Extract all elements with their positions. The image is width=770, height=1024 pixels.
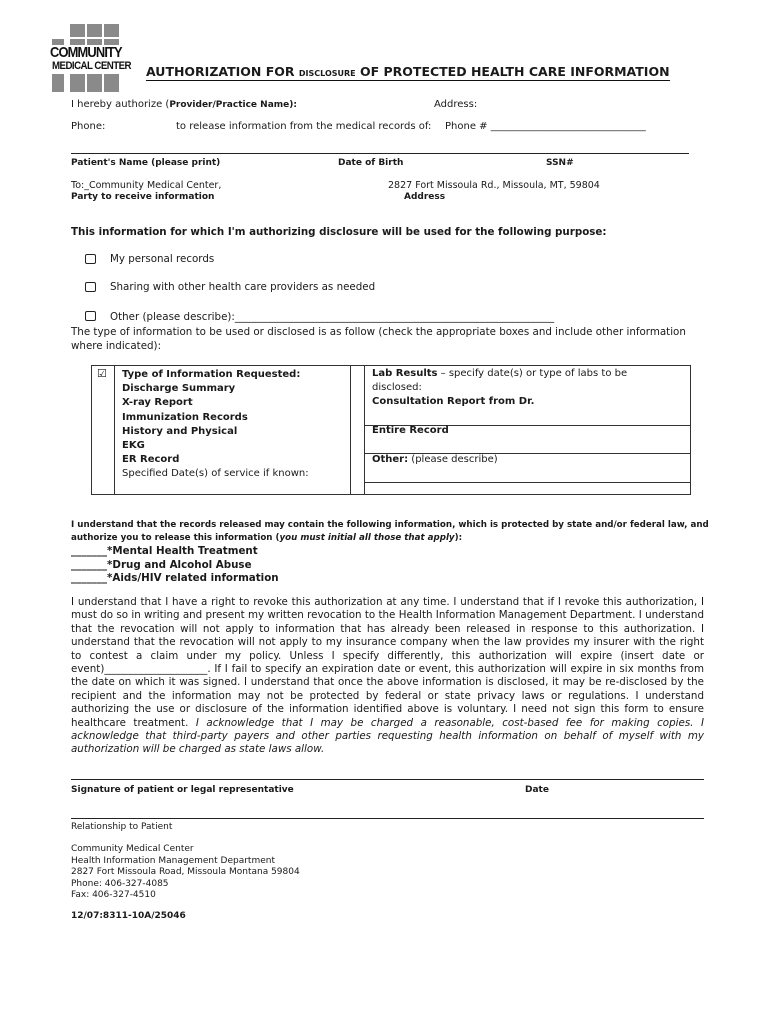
title-part-2: OF PROTECTED HEALTH CARE INFORMATION bbox=[359, 64, 670, 79]
information-type-table bbox=[91, 365, 691, 495]
understand-line-2 bbox=[71, 533, 462, 543]
info-type-heading: Type of Information Requested: bbox=[122, 369, 301, 380]
footer-fax: Fax: 406-327-4510 bbox=[71, 890, 156, 901]
info-type-list bbox=[122, 368, 309, 482]
form-title bbox=[146, 64, 670, 79]
info-type-xray[interactable]: X-ray Report bbox=[122, 397, 193, 409]
type-intro-line-2: where indicated): bbox=[71, 340, 162, 352]
release-text: to release information from the medical records of: bbox=[176, 121, 432, 132]
footer-org: Community Medical Center bbox=[71, 844, 194, 854]
initial-aids-hiv[interactable]: _______*Aids/HIV related information bbox=[71, 572, 279, 585]
other-desc: (please describe) bbox=[408, 454, 498, 465]
info-type-ekg[interactable]: EKG bbox=[122, 440, 145, 452]
footer-phone: Phone: 406-327-4085 bbox=[71, 878, 169, 889]
initial-items bbox=[71, 545, 279, 586]
phone-number-field[interactable]: Phone # _______________________________ bbox=[445, 121, 646, 132]
info-type-discharge[interactable]: Discharge Summary bbox=[122, 383, 236, 395]
lab-results-label: Lab Results bbox=[372, 368, 438, 379]
checked-box-icon[interactable]: ☑ bbox=[97, 367, 107, 380]
lab-results-line-2: disclosed: bbox=[372, 382, 422, 393]
address-caption: Address bbox=[404, 192, 446, 202]
entire-record-cell[interactable]: Entire Record bbox=[372, 425, 449, 436]
recipient-address: 2827 Fort Missoula Rd., Missoula, MT, 59804 bbox=[388, 180, 600, 191]
purpose-option-personal: My personal records bbox=[110, 253, 215, 265]
purpose-option-sharing: Sharing with other health care providers as needed bbox=[110, 281, 376, 293]
other-label: Other: bbox=[372, 454, 409, 465]
phone-label: Phone: bbox=[71, 121, 106, 132]
info-type-er[interactable]: ER Record bbox=[122, 454, 180, 466]
purpose-option-other[interactable]: Other (please describe):______________________________________________________________ bbox=[110, 311, 555, 323]
consultation-report-cell[interactable]: Consultation Report from Dr. bbox=[372, 396, 535, 407]
fee-acknowledgement: I acknowledge that I may be charged a reasonable, cost-based fee for making copies. I acknowledge that third-party payers and other parties requesting health information on behalf of myself with my authorization will be charged as state laws allow. bbox=[71, 716, 704, 756]
logo-word-community: COMMUNITY bbox=[50, 44, 122, 61]
recipient-to-line: To:_Community Medical Center, bbox=[71, 180, 222, 191]
community-medical-center-logo bbox=[52, 24, 138, 94]
title-small-word: DISCLOSURE bbox=[298, 69, 356, 78]
title-part-1: AUTHORIZATION FOR bbox=[146, 64, 295, 79]
purpose-checkbox-sharing[interactable] bbox=[85, 282, 96, 292]
patient-name-label: Patient's Name (please print) bbox=[71, 158, 221, 168]
understand-line-2b: ): bbox=[454, 533, 463, 543]
initial-mental-health[interactable]: _______*Mental Health Treatment bbox=[71, 545, 258, 557]
ssn-label: SSN# bbox=[546, 158, 574, 168]
info-type-dates[interactable]: Specified Date(s) of service if known: bbox=[122, 468, 309, 480]
date-label: Date bbox=[525, 785, 549, 795]
purpose-checkbox-personal[interactable] bbox=[85, 254, 96, 264]
authorize-label: I hereby authorize ( bbox=[71, 99, 170, 110]
relationship-line[interactable] bbox=[71, 818, 704, 819]
signature-line[interactable] bbox=[71, 779, 704, 780]
authorize-line bbox=[71, 99, 297, 110]
patient-info-line[interactable] bbox=[71, 153, 689, 154]
purpose-heading: This information for which I'm authorizing disclosure will be used for the following purpose: bbox=[71, 226, 607, 238]
footer-address-block bbox=[71, 844, 300, 902]
type-intro-line-1: The type of information to be used or disclosed is as follow (check the appropriate boxes and include other information bbox=[71, 326, 686, 338]
info-type-history[interactable]: History and Physical bbox=[122, 425, 238, 437]
title-underline bbox=[146, 80, 670, 81]
revocation-text: I understand that I have a right to revoke this authorization at any time. I understand that if I revoke this authorization, I must do so in writing and present my written revocation to the Health Information Management Department. I understand that the revocation will not apply to information that has already been released in response to this authorization. I understand that the revocation will not apply to my insurance company when the law provides my insurer with the right to contest a claim under my policy. Unless I specify differently, this authorization will expire (insert date or event)____________________. If I fail to specify an expiration date or event, this authorization will expire in six months from the date on which it was signed. I understand that once the above information is disclosed, it may be re-disclosed by the recipient and the information may not be protected by federal or state privacy laws or regulations. I understand authorizing the use or disclosure of the information identified above is voluntary. I need not sign this form to ensure healthcare treatment. bbox=[71, 596, 704, 729]
other-cell[interactable] bbox=[372, 454, 498, 465]
dob-label: Date of Birth bbox=[338, 158, 404, 168]
understand-line-2a: authorize you to release this information ( bbox=[71, 533, 280, 543]
understand-line-2-italic: you must initial all those that apply bbox=[279, 533, 455, 543]
footer-street: 2827 Fort Missoula Road, Missoula Montana 59804 bbox=[71, 867, 300, 878]
logo-word-medical-center: MEDICAL CENTER bbox=[52, 60, 132, 72]
purpose-checkbox-other[interactable] bbox=[85, 311, 96, 321]
lab-results-desc: – specify date(s) or type of labs to be bbox=[437, 368, 628, 379]
address-label: Address: bbox=[434, 99, 478, 110]
form-code: 12/07:8311-10A/25046 bbox=[71, 911, 186, 921]
party-label: Party to receive information bbox=[71, 192, 215, 202]
understand-line-1: I understand that the records released may contain the following information, which is protected by state and/or federal law, and bbox=[71, 520, 709, 530]
signature-label: Signature of patient or legal representative bbox=[71, 785, 294, 795]
provider-label: Provider/Practice Name): bbox=[169, 100, 297, 110]
relationship-label: Relationship to Patient bbox=[71, 822, 173, 832]
revocation-paragraph bbox=[71, 596, 704, 757]
initial-drug-alcohol[interactable]: _______*Drug and Alcohol Abuse bbox=[71, 558, 252, 571]
footer-dept: Health Information Management Department bbox=[71, 855, 275, 866]
info-type-immunization[interactable]: Immunization Records bbox=[122, 411, 248, 423]
lab-results-cell[interactable] bbox=[372, 368, 627, 379]
